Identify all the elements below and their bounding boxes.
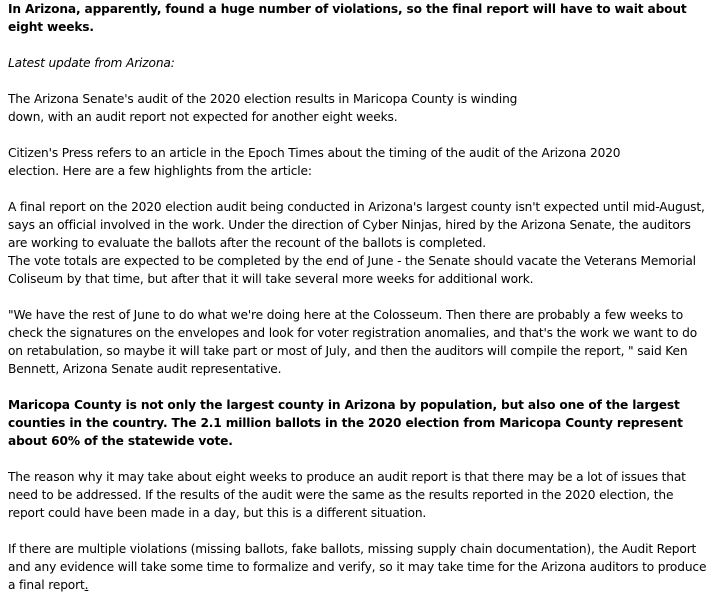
paragraph-article-excerpt: A final report on the 2020 election audit being conducted in Arizona's largest county isn't expected until mid-August, says an official involved in the work. Under the direction of Cyber Ninjas, hired by the Arizona Senate, the auditors are working to evaluate the ballots after the recount of the ballots is completed.	[8, 200, 705, 250]
paragraph-reason: The reason why it may take about eight weeks to produce an audit report is that there may be a lot of issues that need to be addressed. If the results of the audit were the same as the results reported in the 2020 election, the report could have been made in a day, but this is a different situation.	[8, 470, 686, 520]
spacer	[8, 36, 710, 54]
paragraph-quote: "We have the rest of June to do what we're doing here at the Colosseum. Then there are probably a few weeks to check the signatures on the envelopes and look for voter registration anomalies, and that's the work we want to do on retabulation, so maybe it will take part or most of July, and then the auditors will compile the report, " said Ken Bennett, Arizona Senate audit representative.	[8, 308, 697, 376]
spacer	[8, 72, 710, 90]
spacer	[8, 378, 710, 396]
spacer	[8, 522, 710, 540]
spacer	[8, 288, 710, 306]
headline: In Arizona, apparently, found a huge number of violations, so the final report will have to wait about eight weeks.	[8, 2, 687, 34]
paragraph-citizens-press: Citizen's Press refers to an article in the Epoch Times about the timing of the audit of the Arizona 2020 election. Here are a few highlights from the article:	[8, 146, 621, 178]
paragraph-audit-winding-down: The Arizona Senate's audit of the 2020 election results in Maricopa County is winding down, with an audit report not expected for another eight weeks.	[8, 92, 518, 124]
paragraph-violations	[8, 540, 710, 594]
spacer	[8, 126, 710, 144]
spacer	[8, 180, 710, 198]
paragraph-maricopa: Maricopa County is not only the largest county in Arizona by population, but also one of the largest counties in the country. The 2.1 million ballots in the 2020 election from Maricopa County represent about 60% of the statewide vote.	[8, 398, 683, 448]
paragraph-violations-text: If there are multiple violations (missing ballots, fake ballots, missing supply chain documentation), the Audit Report and any evidence will take some time to formalize and verify, so it may take time for the Arizona auditors to produce a final report	[8, 542, 707, 592]
update-label: Latest update from Arizona:	[8, 56, 175, 70]
spacer	[8, 450, 710, 468]
trailing-period-link[interactable]: .	[84, 578, 89, 592]
paragraph-vote-totals: The vote totals are expected to be completed by the end of June - the Senate should vacate the Veterans Memorial Coliseum by that time, but after that it will take several more weeks for additional work.	[8, 254, 696, 286]
